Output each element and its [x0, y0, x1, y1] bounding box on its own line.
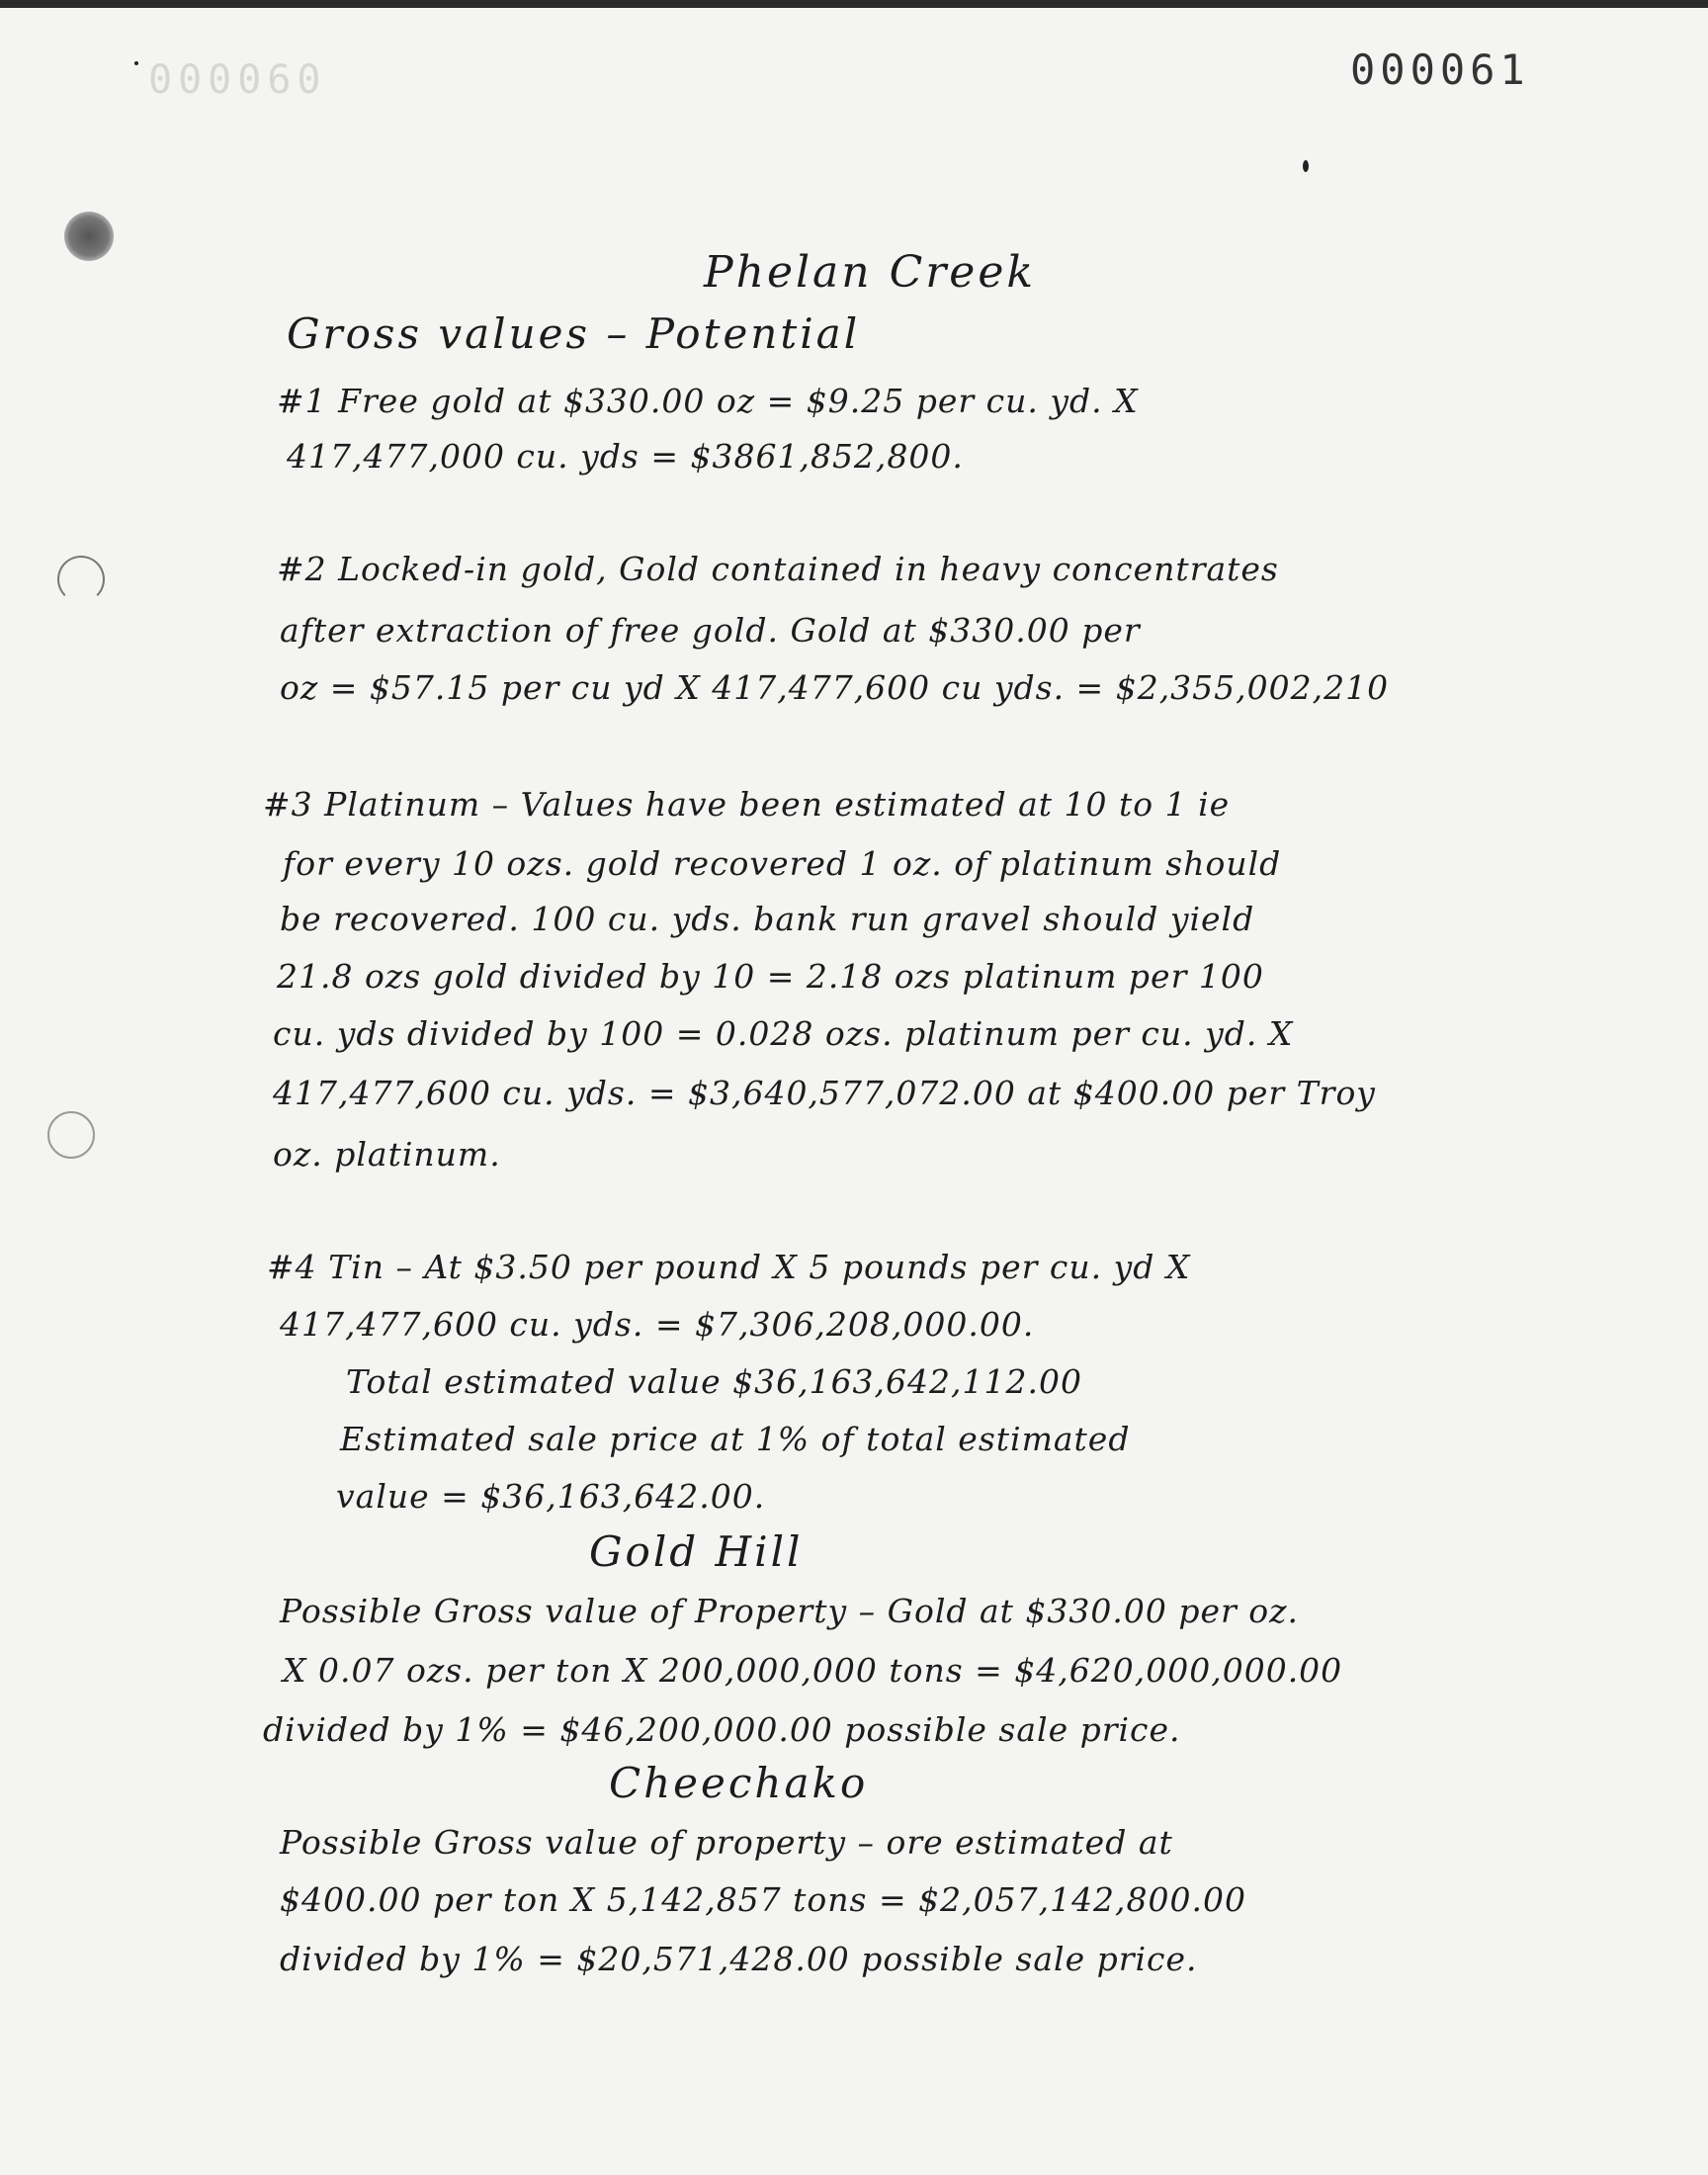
bleed-through-page-number: 000060	[148, 57, 327, 103]
gold-hill-line: Possible Gross value of Property – Gold at $330.00 per oz.	[280, 1592, 1300, 1630]
item4-line: value = $36,163,642.00.	[336, 1477, 766, 1516]
punch-hole-icon	[57, 556, 105, 603]
item2-line: after extraction of free gold. Gold at $330.00 per	[280, 611, 1141, 650]
page-number: 000061	[1350, 45, 1530, 94]
item2-line: #2 Locked-in gold, Gold contained in heavy concentrates	[277, 550, 1279, 588]
document-title: Phelan Creek	[704, 247, 1037, 298]
punch-hole-icon	[47, 1111, 95, 1159]
section-heading: Gross values – Potential	[287, 309, 861, 358]
gold-hill-heading: Gold Hill	[589, 1527, 804, 1576]
cheechako-line: divided by 1% = $20,571,428.00 possible sale price.	[280, 1940, 1198, 1978]
item1-line: 417,477,000 cu. yds = $3861,852,800.	[287, 437, 964, 476]
item3-line: #3 Platinum – Values have been estimated at 10 to 1 ie	[263, 785, 1231, 824]
scan-speck	[134, 61, 138, 65]
item3-line: cu. yds divided by 100 = 0.028 ozs. platinum per cu. yd. X	[273, 1014, 1294, 1053]
item3-line: for every 10 ozs. gold recovered 1 oz. of platinum should	[283, 844, 1282, 883]
item4-line: #4 Tin – At $3.50 per pound X 5 pounds per cu. yd X	[267, 1248, 1191, 1286]
item4-line: Estimated sale price at 1% of total estimated	[340, 1420, 1131, 1458]
cheechako-line: Possible Gross value of property – ore estimated at	[280, 1823, 1173, 1862]
scan-speck	[1303, 160, 1309, 172]
item3-line: 417,477,600 cu. yds. = $3,640,577,072.00 at $400.00 per Troy	[273, 1074, 1376, 1112]
item3-line: oz. platinum.	[273, 1135, 501, 1174]
item3-line: be recovered. 100 cu. yds. bank run gravel should yield	[280, 900, 1255, 938]
total-estimated-value: Total estimated value $36,163,642,112.00	[346, 1362, 1082, 1401]
punch-hole-icon	[64, 212, 114, 261]
scan-top-edge	[0, 0, 1708, 8]
item2-line: oz = $57.15 per cu yd X 417,477,600 cu yds. = $2,355,002,210	[280, 668, 1390, 707]
gold-hill-line: X 0.07 ozs. per ton X 200,000,000 tons = $4,620,000,000.00	[283, 1651, 1343, 1690]
gold-hill-line: divided by 1% = $46,200,000.00 possible sale price.	[263, 1710, 1181, 1749]
cheechako-line: $400.00 per ton X 5,142,857 tons = $2,057,142,800.00	[280, 1880, 1247, 1919]
cheechako-heading: Cheechako	[609, 1759, 869, 1807]
item1-line: #1 Free gold at $330.00 oz = $9.25 per cu. yd. X	[277, 382, 1139, 420]
item3-line: 21.8 ozs gold divided by 10 = 2.18 ozs platinum per 100	[277, 957, 1264, 996]
item4-line: 417,477,600 cu. yds. = $7,306,208,000.00.	[280, 1305, 1035, 1344]
